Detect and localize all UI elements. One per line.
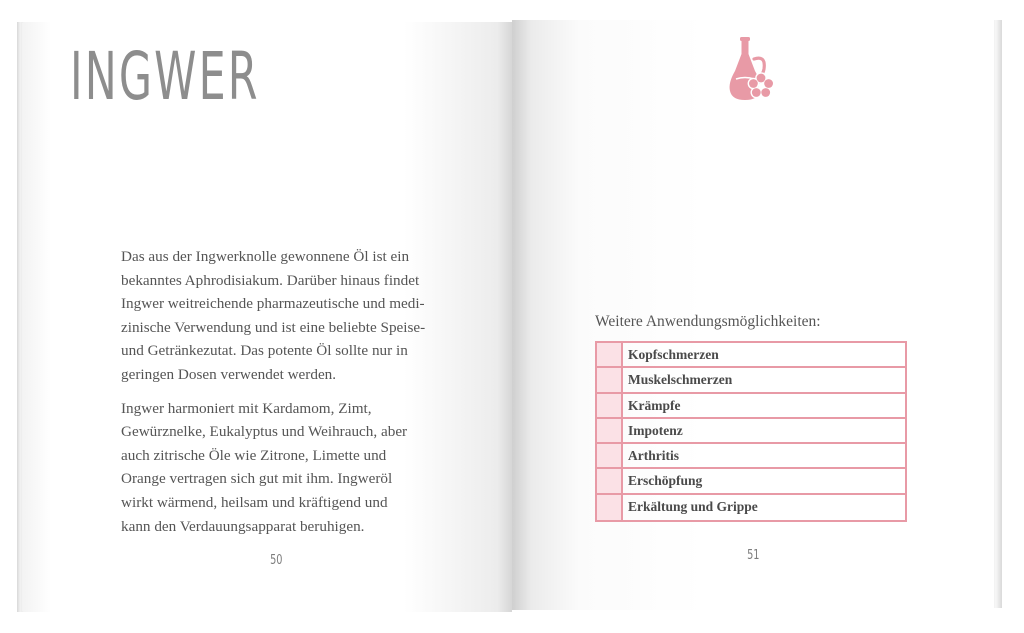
usage-checklist — [595, 341, 907, 522]
checkbox[interactable] — [597, 368, 623, 391]
oil-bottle-flower-icon — [724, 35, 776, 103]
checklist-label: Kopfschmerzen — [628, 347, 719, 362]
text-line: Orange vertragen sich gut mit ihm. Ingweröl — [121, 470, 393, 488]
text-line: zinische Verwendung und ist eine beliebte Speise- — [121, 318, 426, 336]
checkbox[interactable] — [597, 419, 623, 442]
checklist-row — [597, 394, 905, 419]
page-number-right: 51 — [747, 548, 760, 563]
text-line: wirkt wärmend, heilsam und kräftigend und — [121, 493, 388, 511]
checkbox[interactable] — [597, 495, 623, 520]
checkbox[interactable] — [597, 343, 623, 366]
text-line: kann den Verdauungsapparat beruhigen. — [121, 517, 365, 535]
checkbox[interactable] — [597, 444, 623, 467]
paragraph-1 — [121, 245, 451, 387]
checklist-row — [597, 368, 905, 393]
text-line: und Getränkezutat. Das potente Öl sollte nur in — [121, 342, 408, 360]
text-line: Ingwer harmoniert mit Kardamom, Zimt, — [121, 399, 372, 417]
checklist-label: Impotenz — [628, 422, 683, 438]
text-line: bekanntes Aphrodisiakum. Darüber hinaus findet — [121, 271, 420, 289]
body-text — [121, 245, 451, 548]
text-line: Gewürznelke, Eukalyptus und Weihrauch, aber — [121, 423, 408, 441]
checklist-label: Krämpfe — [628, 397, 681, 413]
text-line: Ingwer weitreichende pharmazeutische und medi- — [121, 295, 425, 313]
checklist-row — [597, 444, 905, 469]
page-title: INGWER — [70, 38, 260, 115]
text-line: auch zitrische Öle wie Zitrone, Limette und — [121, 446, 387, 464]
checklist-label: Muskelschmerzen — [628, 372, 733, 388]
checklist-label: Arthritis — [628, 448, 679, 464]
checklist-row — [597, 469, 905, 494]
checkbox[interactable] — [597, 469, 623, 492]
checklist-row — [597, 495, 905, 520]
text-line: geringen Dosen verwendet werden. — [121, 365, 337, 383]
paragraph-2 — [121, 397, 451, 539]
usage-heading: Weitere Anwendungsmöglichkeiten: — [595, 313, 821, 330]
checklist-row — [597, 343, 905, 368]
text-line: Das aus der Ingwerknolle gewonnene Öl ist ein — [121, 248, 410, 265]
checklist-label: Erschöpfung — [628, 473, 703, 489]
page-number-left: 50 — [270, 553, 283, 568]
checkbox[interactable] — [597, 394, 623, 417]
checklist-label: Erkältung und Grippe — [628, 498, 758, 514]
checklist-row — [597, 419, 905, 444]
